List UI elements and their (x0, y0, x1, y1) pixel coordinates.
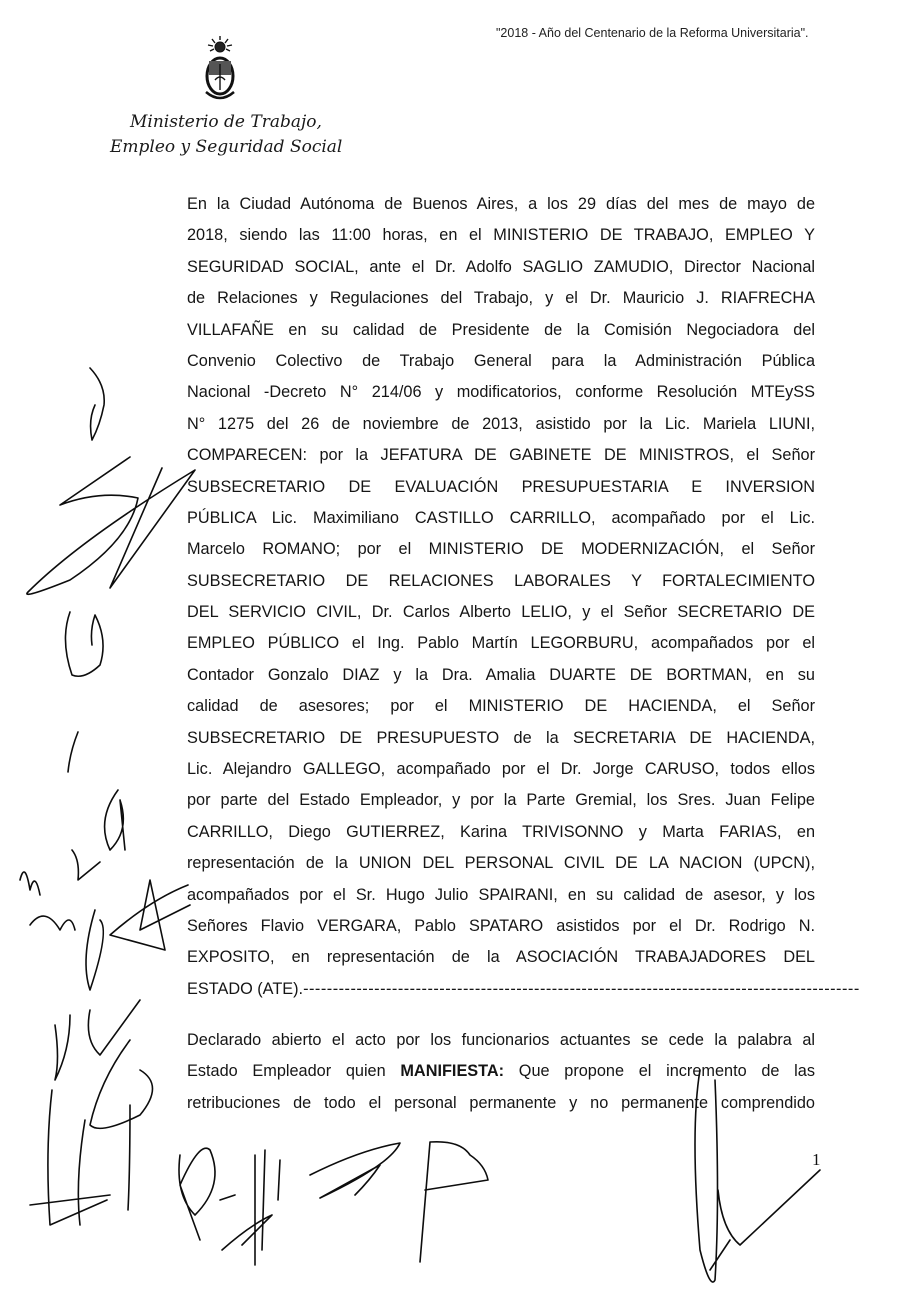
text-line: por parte del Estado Empleador, y por la Parte Gremial, los Sres. Juan Felipe (187, 791, 815, 810)
ministry-name-line2: Empleo y Seguridad Social (110, 137, 343, 157)
signature-mark (30, 910, 103, 990)
text-line: COMPARECEN: por la JEFATURA DE GABINETE DE MINISTROS, el Señor (187, 446, 815, 465)
signature-mark (110, 880, 190, 950)
text-line: PÚBLICA Lic. Maximiliano CASTILLO CARRILLO, acompañado por el Lic. (187, 508, 815, 527)
text-line: acompañados por el Sr. Hugo Julio SPAIRANI, en su calidad de asesor, y los (187, 885, 815, 904)
text-line (187, 1056, 815, 1087)
signature-mark (179, 1148, 235, 1240)
text-line: Nacional -Decreto N° 214/06 y modificatorios, conforme Resolución MTEySS (187, 383, 815, 402)
ministry-name-line1: Ministerio de Trabajo, (130, 112, 322, 132)
text-line: Declarado abierto el acto por los funcionarios actuantes se cede la palabra al (187, 1031, 815, 1049)
text-line: EMPLEO PÚBLICO el Ing. Pablo Martín LEGORBURU, acompañados por el (187, 634, 815, 653)
opening-paragraph (187, 189, 860, 1005)
text-line: SUBSECRETARIO DE PRESUPUESTO de la SECRETARIA DE HACIENDA, (187, 728, 815, 747)
year-motto: "2018 - Año del Centenario de la Reforma Universitaria". (496, 26, 809, 40)
text-line: N° 1275 del 26 de noviembre de 2013, asistido por la Lic. Mariela LIUNI, (187, 414, 815, 433)
manifiesta-label: MANIFIESTA: (400, 1062, 505, 1081)
text-line: 2018, siendo las 11:00 horas, en el MINISTERIO DE TRABAJO, EMPLEO Y (187, 226, 815, 245)
final-line-text: ESTADO (ATE). (187, 979, 304, 998)
signature-mark (30, 1090, 130, 1225)
signature-mark (310, 1143, 400, 1198)
text-line: SUBSECRETARIO DE RELACIONES LABORALES Y FORTALECIMIENTO (187, 571, 815, 590)
argentina-coat-of-arms-icon (196, 34, 244, 106)
text-line: EXPOSITO, en representación de la ASOCIACIÓN TRABAJADORES DEL (187, 948, 815, 967)
text-line: SEGURIDAD SOCIAL, ante el Dr. Adolfo SAGLIO ZAMUDIO, Director Nacional (187, 257, 815, 276)
text-line: calidad de asesores; por el MINISTERIO DE HACIENDA, el Señor (187, 697, 815, 716)
text-line: Señores Flavio VERGARA, Pablo SPATARO asistidos por el Dr. Rodrigo N. (187, 916, 815, 935)
text-line-final (187, 974, 860, 1005)
line-text: Que propone el incremento de las (504, 1062, 815, 1081)
page-number: 1 (812, 1150, 821, 1169)
text-line: Convenio Colectivo de Trabajo General para la Administración Pública (187, 351, 815, 370)
text-line: representación de la UNION DEL PERSONAL CIVIL DE LA NACION (UPCN), (187, 854, 815, 873)
signature-mark (65, 612, 103, 676)
text-line: CARRILLO, Diego GUTIERREZ, Karina TRIVISONNO y Marta FARIAS, en (187, 822, 815, 841)
signature-mark (55, 1000, 140, 1080)
text-line: retribuciones de todo el personal permanente y no permanente comprendido (187, 1093, 815, 1112)
text-line: Lic. Alejandro GALLEGO, acompañado por el Dr. Jorge CARUSO, todos ellos (187, 760, 815, 779)
manifiesta-paragraph (187, 1025, 815, 1119)
text-line: VILLAFAÑE en su calidad de Presidente de la Comisión Negociadora del (187, 320, 815, 339)
signature-mark (90, 368, 104, 440)
text-line: Marcelo ROMANO; por el MINISTERIO DE MODERNIZACIÓN, el Señor (187, 540, 815, 559)
text-line: SUBSECRETARIO DE EVALUACIÓN PRESUPUESTARIA E INVERSION (187, 477, 815, 496)
text-line: En la Ciudad Autónoma de Buenos Aires, a los 29 días del mes de mayo de (187, 195, 815, 213)
text-line: DEL SERVICIO CIVIL, Dr. Carlos Alberto LELIO, y el Señor SECRETARIO DE (187, 603, 815, 622)
signature-mark (90, 1040, 153, 1128)
signature-mark (68, 732, 78, 772)
text-line: Contador Gonzalo DIAZ y la Dra. Amalia DUARTE DE BORTMAN, en su (187, 665, 815, 684)
line-text: Estado Empleador quien (187, 1062, 401, 1081)
text-line: de Relaciones y Regulaciones del Trabajo, y el Dr. Mauricio J. RIAFRECHA (187, 289, 815, 308)
signature-mark (420, 1142, 488, 1262)
ministry-letterhead (110, 110, 342, 160)
signature-mark (20, 790, 125, 895)
signature-mark (222, 1150, 280, 1265)
signature-mark (27, 457, 195, 594)
filler-dashes: ---------------------------------------------------------------------------------------------- (303, 979, 860, 998)
